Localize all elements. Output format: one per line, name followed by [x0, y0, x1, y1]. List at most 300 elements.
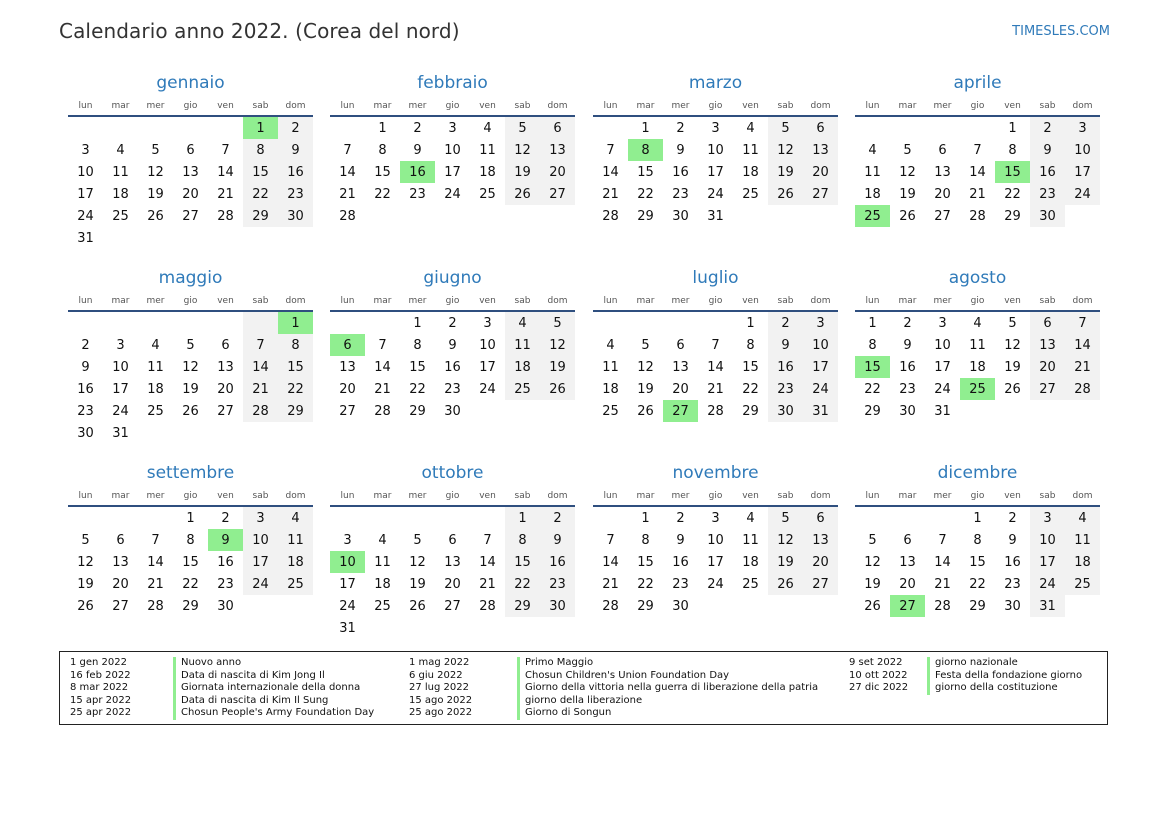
- day-cell: 22: [637, 186, 654, 202]
- day-cell: 30: [672, 208, 689, 224]
- day-cell: 24: [444, 186, 461, 202]
- month-aprile: [855, 73, 1100, 227]
- day-cell: 2: [413, 120, 422, 136]
- day-cell: 27: [182, 208, 199, 224]
- day-cell: 8: [378, 142, 387, 158]
- day-cell: 21: [969, 186, 986, 202]
- day-cell: 31: [934, 403, 951, 419]
- day-cell: 14: [217, 164, 234, 180]
- day-cell: 22: [742, 381, 759, 397]
- day-cell: 26: [77, 598, 94, 614]
- day-cell: 21: [147, 576, 164, 592]
- day-cell: 23: [672, 576, 689, 592]
- day-cell: 26: [899, 208, 916, 224]
- legend-holiday-name: Giorno della vittoria nella guerra di liberazione della patria: [517, 682, 818, 695]
- day-cell: 7: [938, 532, 947, 548]
- day-cell: 2: [448, 315, 457, 331]
- day-cell: 18: [147, 381, 164, 397]
- day-cell: 31: [707, 208, 724, 224]
- day-grid: [855, 507, 1100, 617]
- day-cell: 10: [77, 164, 94, 180]
- day-cell: 18: [505, 356, 540, 378]
- day-cell: 17: [1030, 551, 1065, 573]
- weekday-label: sab: [514, 101, 531, 111]
- day-cell: 10: [243, 529, 278, 551]
- day-cell: 5: [151, 142, 160, 158]
- empty-day-cell: [628, 312, 663, 334]
- day-grid: [330, 312, 575, 422]
- weekday-label: ven: [742, 101, 759, 111]
- day-cell: 2: [221, 510, 230, 526]
- month-name: maggio: [158, 268, 223, 288]
- day-cell: 24: [112, 403, 129, 419]
- day-cell: 15: [243, 161, 278, 183]
- legend-date: 16 feb 2022: [70, 669, 131, 681]
- day-cell: 14: [243, 356, 278, 378]
- day-cell: 29: [243, 205, 278, 227]
- day-cell: 7: [221, 142, 230, 158]
- empty-day-cell: [68, 312, 103, 334]
- day-cell: 5: [903, 142, 912, 158]
- empty-day-cell: [890, 507, 925, 529]
- day-cell: 23: [278, 183, 313, 205]
- empty-day-cell: [208, 312, 243, 334]
- day-cell: 7: [243, 334, 278, 356]
- day-cell: 20: [444, 576, 461, 592]
- day-cell: 9: [413, 142, 422, 158]
- day-cell: 14: [147, 554, 164, 570]
- day-cell: 14: [339, 164, 356, 180]
- day-grid: [68, 507, 313, 617]
- brand-logo-text[interactable]: TIMESLES.COM: [1012, 24, 1110, 39]
- holiday-day-cell: 1: [278, 312, 313, 334]
- day-cell: 19: [864, 576, 881, 592]
- weekday-header: [68, 484, 313, 502]
- day-cell: 6: [803, 507, 838, 529]
- day-cell: 26: [409, 598, 426, 614]
- day-cell: 3: [116, 337, 125, 353]
- legend-date: 9 set 2022: [849, 657, 903, 668]
- weekday-label: mar: [373, 491, 392, 501]
- day-grid: [855, 117, 1100, 227]
- day-cell: 16: [77, 381, 94, 397]
- day-cell: 19: [147, 186, 164, 202]
- day-cell: 12: [637, 359, 654, 375]
- day-cell: 31: [1030, 595, 1065, 617]
- day-cell: 21: [934, 576, 951, 592]
- day-cell: 24: [803, 378, 838, 400]
- day-cell: 8: [186, 532, 195, 548]
- day-cell: 21: [602, 576, 619, 592]
- weekday-label: mer: [146, 101, 165, 111]
- weekday-header: [68, 94, 313, 112]
- day-cell: 20: [339, 381, 356, 397]
- day-cell: 18: [112, 186, 129, 202]
- weekday-label: lun: [603, 296, 618, 306]
- weekday-header: [68, 289, 313, 307]
- day-cell: 15: [409, 359, 426, 375]
- day-cell: 6: [676, 337, 685, 353]
- month-name: aprile: [953, 73, 1002, 93]
- day-cell: 7: [711, 337, 720, 353]
- holiday-day-cell: 9: [208, 529, 243, 551]
- day-cell: 3: [243, 507, 278, 529]
- day-cell: 18: [602, 381, 619, 397]
- day-cell: 27: [339, 403, 356, 419]
- holiday-day-cell: 8: [628, 139, 663, 161]
- day-cell: 1: [413, 315, 422, 331]
- day-cell: 26: [1004, 381, 1021, 397]
- day-grid: [330, 507, 575, 639]
- day-cell: 22: [969, 576, 986, 592]
- day-cell: 29: [409, 403, 426, 419]
- month-settembre: [68, 463, 313, 617]
- legend-holiday-name: Giorno di Songun: [517, 707, 611, 720]
- day-cell: 17: [77, 186, 94, 202]
- day-cell: 14: [602, 554, 619, 570]
- day-cell: 26: [768, 573, 803, 595]
- day-cell: 6: [903, 532, 912, 548]
- day-cell: 6: [448, 532, 457, 548]
- weekday-label: ven: [1004, 101, 1021, 111]
- day-cell: 22: [1004, 186, 1021, 202]
- day-cell: 12: [147, 164, 164, 180]
- day-cell: 22: [243, 183, 278, 205]
- day-cell: 30: [899, 403, 916, 419]
- empty-day-cell: [103, 117, 138, 139]
- month-febbraio: [330, 73, 575, 227]
- day-cell: 28: [374, 403, 391, 419]
- day-cell: 5: [505, 117, 540, 139]
- day-cell: 6: [221, 337, 230, 353]
- empty-day-cell: [925, 117, 960, 139]
- day-cell: 30: [444, 403, 461, 419]
- day-cell: 17: [707, 554, 724, 570]
- day-cell: 26: [768, 183, 803, 205]
- day-cell: 27: [803, 573, 838, 595]
- weekday-label: ven: [1004, 491, 1021, 501]
- day-cell: 15: [969, 554, 986, 570]
- day-cell: 3: [803, 312, 838, 334]
- day-cell: 4: [868, 142, 877, 158]
- day-grid: [68, 312, 313, 444]
- empty-day-cell: [663, 312, 698, 334]
- empty-day-cell: [435, 507, 470, 529]
- month-name: marzo: [688, 73, 743, 93]
- weekday-header: [855, 94, 1100, 112]
- day-cell: 7: [378, 337, 387, 353]
- page-title: Calendario anno 2022. (Corea del nord): [59, 19, 460, 43]
- day-cell: 10: [934, 337, 951, 353]
- day-cell: 18: [278, 551, 313, 573]
- weekday-label: mar: [111, 491, 130, 501]
- day-cell: 13: [112, 554, 129, 570]
- legend-item: [70, 707, 375, 720]
- weekday-label: mar: [111, 296, 130, 306]
- day-cell: 5: [768, 117, 803, 139]
- day-cell: 22: [637, 576, 654, 592]
- empty-day-cell: [400, 507, 435, 529]
- legend-holiday-name: Chosun Children's Union Foundation Day: [517, 670, 729, 683]
- day-cell: 4: [116, 142, 125, 158]
- holiday-day-cell: 1: [243, 117, 278, 139]
- day-cell: 12: [768, 139, 803, 161]
- day-cell: 6: [1030, 312, 1065, 334]
- weekday-label: dom: [1072, 101, 1093, 111]
- day-cell: 16: [1004, 554, 1021, 570]
- day-cell: 20: [934, 186, 951, 202]
- day-cell: 20: [182, 186, 199, 202]
- day-cell: 9: [448, 337, 457, 353]
- day-cell: 6: [938, 142, 947, 158]
- day-cell: 4: [973, 315, 982, 331]
- day-cell: 1: [378, 120, 387, 136]
- weekday-label: mer: [671, 296, 690, 306]
- day-cell: 23: [1030, 183, 1065, 205]
- weekday-label: sab: [777, 101, 794, 111]
- day-cell: 13: [540, 139, 575, 161]
- day-cell: 28: [217, 208, 234, 224]
- legend-holiday-name: giorno della costituzione: [927, 682, 1058, 695]
- legend-column: [849, 657, 1149, 695]
- day-cell: 24: [77, 208, 94, 224]
- month-marzo: [593, 73, 838, 227]
- weekday-label: mer: [408, 491, 427, 501]
- day-cell: 30: [77, 425, 94, 441]
- day-cell: 18: [969, 359, 986, 375]
- legend-item: [409, 657, 709, 670]
- day-cell: 20: [899, 576, 916, 592]
- weekday-label: sab: [1039, 296, 1056, 306]
- weekday-label: sab: [514, 491, 531, 501]
- day-cell: 26: [505, 183, 540, 205]
- legend-holiday-name: Data di nascita di Kim Jong Il: [173, 670, 325, 683]
- weekday-label: dom: [547, 296, 568, 306]
- day-cell: 6: [186, 142, 195, 158]
- legend-holiday-name: Data di nascita di Kim Il Sung: [173, 695, 328, 708]
- day-cell: 30: [1004, 598, 1021, 614]
- day-cell: 13: [1030, 334, 1065, 356]
- weekday-header: [593, 484, 838, 502]
- day-cell: 15: [182, 554, 199, 570]
- day-cell: 9: [903, 337, 912, 353]
- day-cell: 28: [147, 598, 164, 614]
- day-cell: 19: [505, 161, 540, 183]
- day-cell: 1: [746, 315, 755, 331]
- day-cell: 5: [641, 337, 650, 353]
- legend-holiday-name: Chosun People's Army Foundation Day: [173, 707, 374, 720]
- day-cell: 12: [864, 554, 881, 570]
- empty-day-cell: [593, 117, 628, 139]
- legend-date: 25 apr 2022: [70, 707, 132, 719]
- day-cell: 16: [278, 161, 313, 183]
- weekday-label: gio: [183, 491, 198, 501]
- legend-item: [70, 682, 370, 695]
- day-cell: 10: [707, 142, 724, 158]
- empty-day-cell: [330, 312, 365, 334]
- weekday-label: ven: [479, 101, 496, 111]
- weekday-label: gio: [183, 296, 198, 306]
- day-cell: 13: [803, 529, 838, 551]
- weekday-label: mer: [408, 101, 427, 111]
- day-cell: 9: [81, 359, 90, 375]
- holiday-day-cell: 6: [330, 334, 365, 356]
- day-cell: 6: [116, 532, 125, 548]
- empty-day-cell: [138, 507, 173, 529]
- day-cell: 17: [707, 164, 724, 180]
- day-cell: 8: [243, 139, 278, 161]
- day-cell: 17: [112, 381, 129, 397]
- day-cell: 29: [969, 598, 986, 614]
- day-cell: 17: [444, 164, 461, 180]
- holiday-day-cell: 10: [330, 551, 365, 573]
- day-cell: 8: [746, 337, 755, 353]
- day-cell: 16: [217, 554, 234, 570]
- holiday-day-cell: 16: [400, 161, 435, 183]
- day-cell: 2: [1030, 117, 1065, 139]
- day-cell: 18: [479, 164, 496, 180]
- day-cell: 23: [77, 403, 94, 419]
- weekday-label: lun: [865, 101, 880, 111]
- day-cell: 26: [540, 378, 575, 400]
- weekday-label: dom: [810, 296, 831, 306]
- legend-item: [70, 670, 370, 683]
- empty-day-cell: [330, 507, 365, 529]
- day-cell: 17: [339, 576, 356, 592]
- day-cell: 11: [742, 142, 759, 158]
- weekday-label: mar: [636, 491, 655, 501]
- day-cell: 26: [147, 208, 164, 224]
- day-cell: 21: [707, 381, 724, 397]
- day-cell: 12: [768, 529, 803, 551]
- weekday-header: [330, 94, 575, 112]
- weekday-label: gio: [445, 296, 460, 306]
- day-cell: 31: [77, 230, 94, 246]
- day-cell: 13: [444, 554, 461, 570]
- weekday-label: ven: [742, 491, 759, 501]
- day-cell: 25: [742, 186, 759, 202]
- day-cell: 28: [969, 208, 986, 224]
- month-maggio: [68, 268, 313, 444]
- day-grid: [855, 312, 1100, 422]
- legend-item: [849, 682, 1149, 695]
- weekday-label: lun: [603, 491, 618, 501]
- day-cell: 21: [602, 186, 619, 202]
- day-cell: 25: [505, 378, 540, 400]
- day-grid: [330, 117, 575, 227]
- day-cell: 22: [182, 576, 199, 592]
- day-cell: 3: [938, 315, 947, 331]
- day-cell: 3: [1065, 117, 1100, 139]
- day-cell: 30: [672, 598, 689, 614]
- day-cell: 21: [217, 186, 234, 202]
- day-cell: 22: [374, 186, 391, 202]
- day-cell: 4: [378, 532, 387, 548]
- day-cell: 7: [606, 532, 615, 548]
- day-cell: 15: [742, 359, 759, 375]
- day-cell: 25: [742, 576, 759, 592]
- empty-day-cell: [593, 312, 628, 334]
- day-cell: 11: [969, 337, 986, 353]
- day-cell: 11: [864, 164, 881, 180]
- weekday-label: mar: [636, 101, 655, 111]
- weekday-label: sab: [1039, 491, 1056, 501]
- weekday-label: dom: [285, 296, 306, 306]
- day-cell: 18: [742, 164, 759, 180]
- legend-date: 27 lug 2022: [409, 682, 469, 694]
- day-cell: 24: [479, 381, 496, 397]
- weekday-label: mer: [146, 491, 165, 501]
- legend-date: 1 gen 2022: [70, 657, 128, 668]
- day-cell: 10: [1065, 139, 1100, 161]
- legend-date: 15 ago 2022: [409, 694, 473, 706]
- day-cell: 20: [112, 576, 129, 592]
- day-cell: 10: [707, 532, 724, 548]
- day-cell: 1: [641, 120, 650, 136]
- day-cell: 24: [339, 598, 356, 614]
- day-cell: 30: [540, 595, 575, 617]
- day-cell: 22: [409, 381, 426, 397]
- day-cell: 27: [803, 183, 838, 205]
- day-cell: 9: [676, 142, 685, 158]
- legend-date: 10 ott 2022: [849, 669, 908, 681]
- day-cell: 1: [505, 507, 540, 529]
- day-cell: 12: [505, 139, 540, 161]
- day-cell: 3: [343, 532, 352, 548]
- weekday-label: mar: [898, 491, 917, 501]
- day-cell: 20: [217, 381, 234, 397]
- day-cell: 6: [803, 117, 838, 139]
- day-cell: 24: [934, 381, 951, 397]
- day-cell: 4: [746, 510, 755, 526]
- day-cell: 10: [444, 142, 461, 158]
- day-cell: 26: [864, 598, 881, 614]
- day-cell: 22: [505, 573, 540, 595]
- day-cell: 11: [505, 334, 540, 356]
- legend-item: [70, 657, 370, 670]
- day-cell: 3: [448, 120, 457, 136]
- weekday-label: dom: [1072, 296, 1093, 306]
- month-name: settembre: [146, 463, 235, 483]
- day-cell: 5: [81, 532, 90, 548]
- day-cell: 5: [1008, 315, 1017, 331]
- day-cell: 9: [768, 334, 803, 356]
- holiday-day-cell: 27: [890, 595, 925, 617]
- day-cell: 23: [409, 186, 426, 202]
- day-cell: 26: [637, 403, 654, 419]
- day-cell: 19: [768, 161, 803, 183]
- day-cell: 23: [672, 186, 689, 202]
- day-cell: 22: [864, 381, 881, 397]
- day-cell: 27: [1030, 378, 1065, 400]
- day-cell: 27: [112, 598, 129, 614]
- month-name: agosto: [948, 268, 1007, 288]
- legend-column: [70, 657, 375, 720]
- day-cell: 7: [973, 142, 982, 158]
- empty-day-cell: [173, 312, 208, 334]
- day-cell: 28: [1065, 378, 1100, 400]
- day-cell: 10: [1030, 529, 1065, 551]
- weekday-header: [330, 289, 575, 307]
- day-cell: 21: [1065, 356, 1100, 378]
- day-cell: 7: [1065, 312, 1100, 334]
- day-cell: 17: [934, 359, 951, 375]
- day-cell: 28: [339, 208, 356, 224]
- legend-holiday-name: giorno della liberazione: [517, 695, 642, 708]
- day-cell: 19: [540, 356, 575, 378]
- day-cell: 17: [803, 356, 838, 378]
- month-dicembre: [855, 463, 1100, 617]
